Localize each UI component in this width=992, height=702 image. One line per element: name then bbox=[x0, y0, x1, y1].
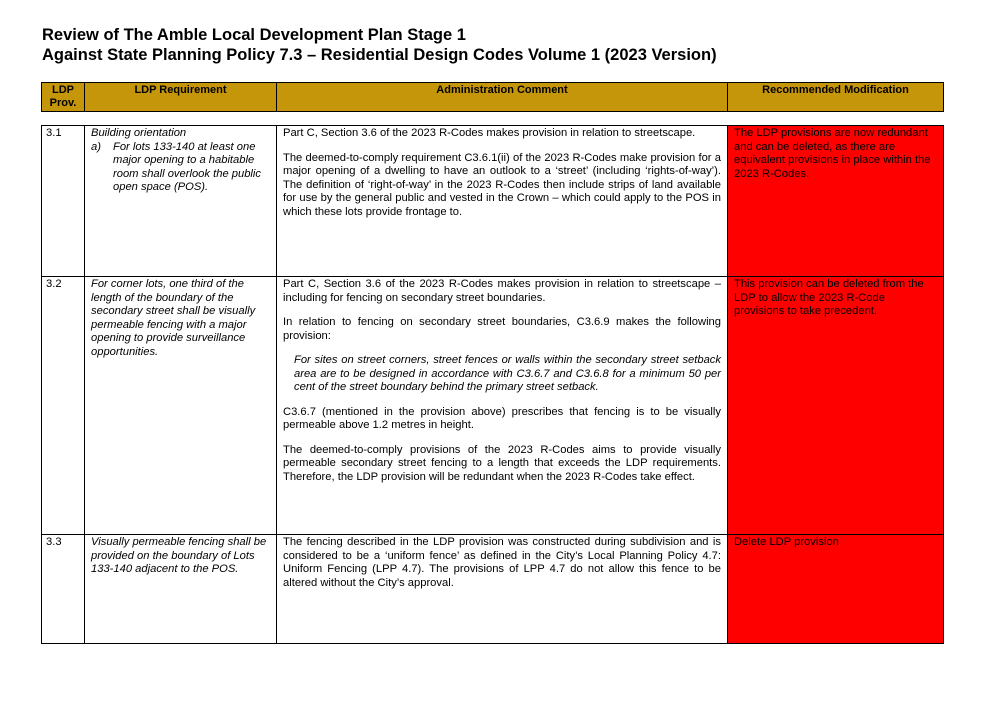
recommended-modification: This provision can be deleted from the LDP to allow the 2023 R-Code provisions to take precedent. bbox=[728, 277, 944, 535]
ldp-requirement: Visually permeable fencing shall be provided on the boundary of Lots 133-140 adjacent to the POS. bbox=[85, 535, 277, 644]
header-administration-comment: Administration Comment bbox=[277, 83, 728, 112]
requirement-subitem bbox=[91, 141, 270, 195]
comment-quote: For sites on street corners, street fences or walls within the secondary street setback area are to be designed in accordance with C3.6.7 and C3.6.8 for a minimum 50 per cent of the street boundary behind the primary street setback. bbox=[294, 354, 721, 393]
comment-paragraph: Part C, Section 3.6 of the 2023 R-Codes makes provision in relation to streetscape. bbox=[283, 127, 696, 139]
table-row bbox=[42, 126, 944, 277]
ldp-requirement: For corner lots, one third of the length of the boundary of the secondary street shall be visually permeable fencing with a major opening to provide surveillance opportunities. bbox=[85, 277, 277, 535]
administration-comment bbox=[277, 277, 728, 535]
recommended-modification: The LDP provisions are now redundant and can be deleted, as there are equivalent provisions in place within the 2023 R-Codes. bbox=[728, 126, 944, 277]
comment-paragraph: The fencing described in the LDP provision was constructed during subdivision and is considered to be a ‘uniform fence’ as defined in the City’s Local Planning Policy 4.7: Uniform Fencing (LPP 4.7). The provisions of LPP 4.7 do not allow this fence to be altered without the City’s approval. bbox=[283, 536, 721, 589]
comment-paragraph: In relation to fencing on secondary street boundaries, C3.6.9 makes the following provision: bbox=[283, 316, 721, 342]
header-ldp-prov: LDP Prov. bbox=[42, 83, 85, 112]
administration-comment bbox=[277, 126, 728, 277]
comment-paragraph: Part C, Section 3.6 of the 2023 R-Codes makes provision in relation to streetscape – including for fencing on secondary street boundaries. bbox=[283, 278, 721, 304]
provision-number: 3.3 bbox=[42, 535, 85, 644]
ldp-requirement bbox=[85, 126, 277, 277]
comment-paragraph: The deemed-to-comply provisions of the 2023 R-Codes aims to provide visually permeable secondary street fencing to a length that exceeds the LDP requirements. Therefore, the LDP provision will be redundant when the 2023 R-Codes take effect. bbox=[283, 443, 721, 483]
recommended-modification: Delete LDP provision bbox=[728, 535, 944, 644]
comment-paragraph: The deemed-to-comply requirement C3.6.1(ii) of the 2023 R-Codes make provision for a major opening of a dwelling to have an outlook to a ‘street’ (including ‘rights-of-way’). The definition of ‘right-of-way’ in the 2023 R-Codes then include strips of land available for use by the general public and vested in the Crown – which could apply to the POS in which these lots provide frontage to. bbox=[283, 151, 721, 218]
administration-comment bbox=[277, 535, 728, 644]
requirement-title: Building orientation bbox=[91, 127, 187, 139]
title-line-2: Against State Planning Policy 7.3 – Residential Design Codes Volume 1 (2023 Version) bbox=[42, 46, 717, 64]
review-table bbox=[41, 125, 944, 644]
provision-number: 3.1 bbox=[42, 126, 85, 277]
table-row bbox=[42, 535, 944, 644]
subitem-text: For lots 133-140 at least one major opening to a habitable room shall overlook the public open space (POS). bbox=[113, 140, 261, 193]
table-row bbox=[42, 277, 944, 535]
provision-number: 3.2 bbox=[42, 277, 85, 535]
document-title bbox=[42, 25, 717, 65]
header-ldp-requirement: LDP Requirement bbox=[85, 83, 277, 112]
subitem-label: a) bbox=[91, 140, 101, 153]
table-header bbox=[41, 82, 944, 112]
comment-paragraph: C3.6.7 (mentioned in the provision above) prescribes that fencing is to be visually permeable above 1.2 metres in height. bbox=[283, 405, 721, 431]
title-line-1: Review of The Amble Local Development Plan Stage 1 bbox=[42, 26, 466, 44]
header-recommended-modification: Recommended Modification bbox=[728, 83, 944, 112]
